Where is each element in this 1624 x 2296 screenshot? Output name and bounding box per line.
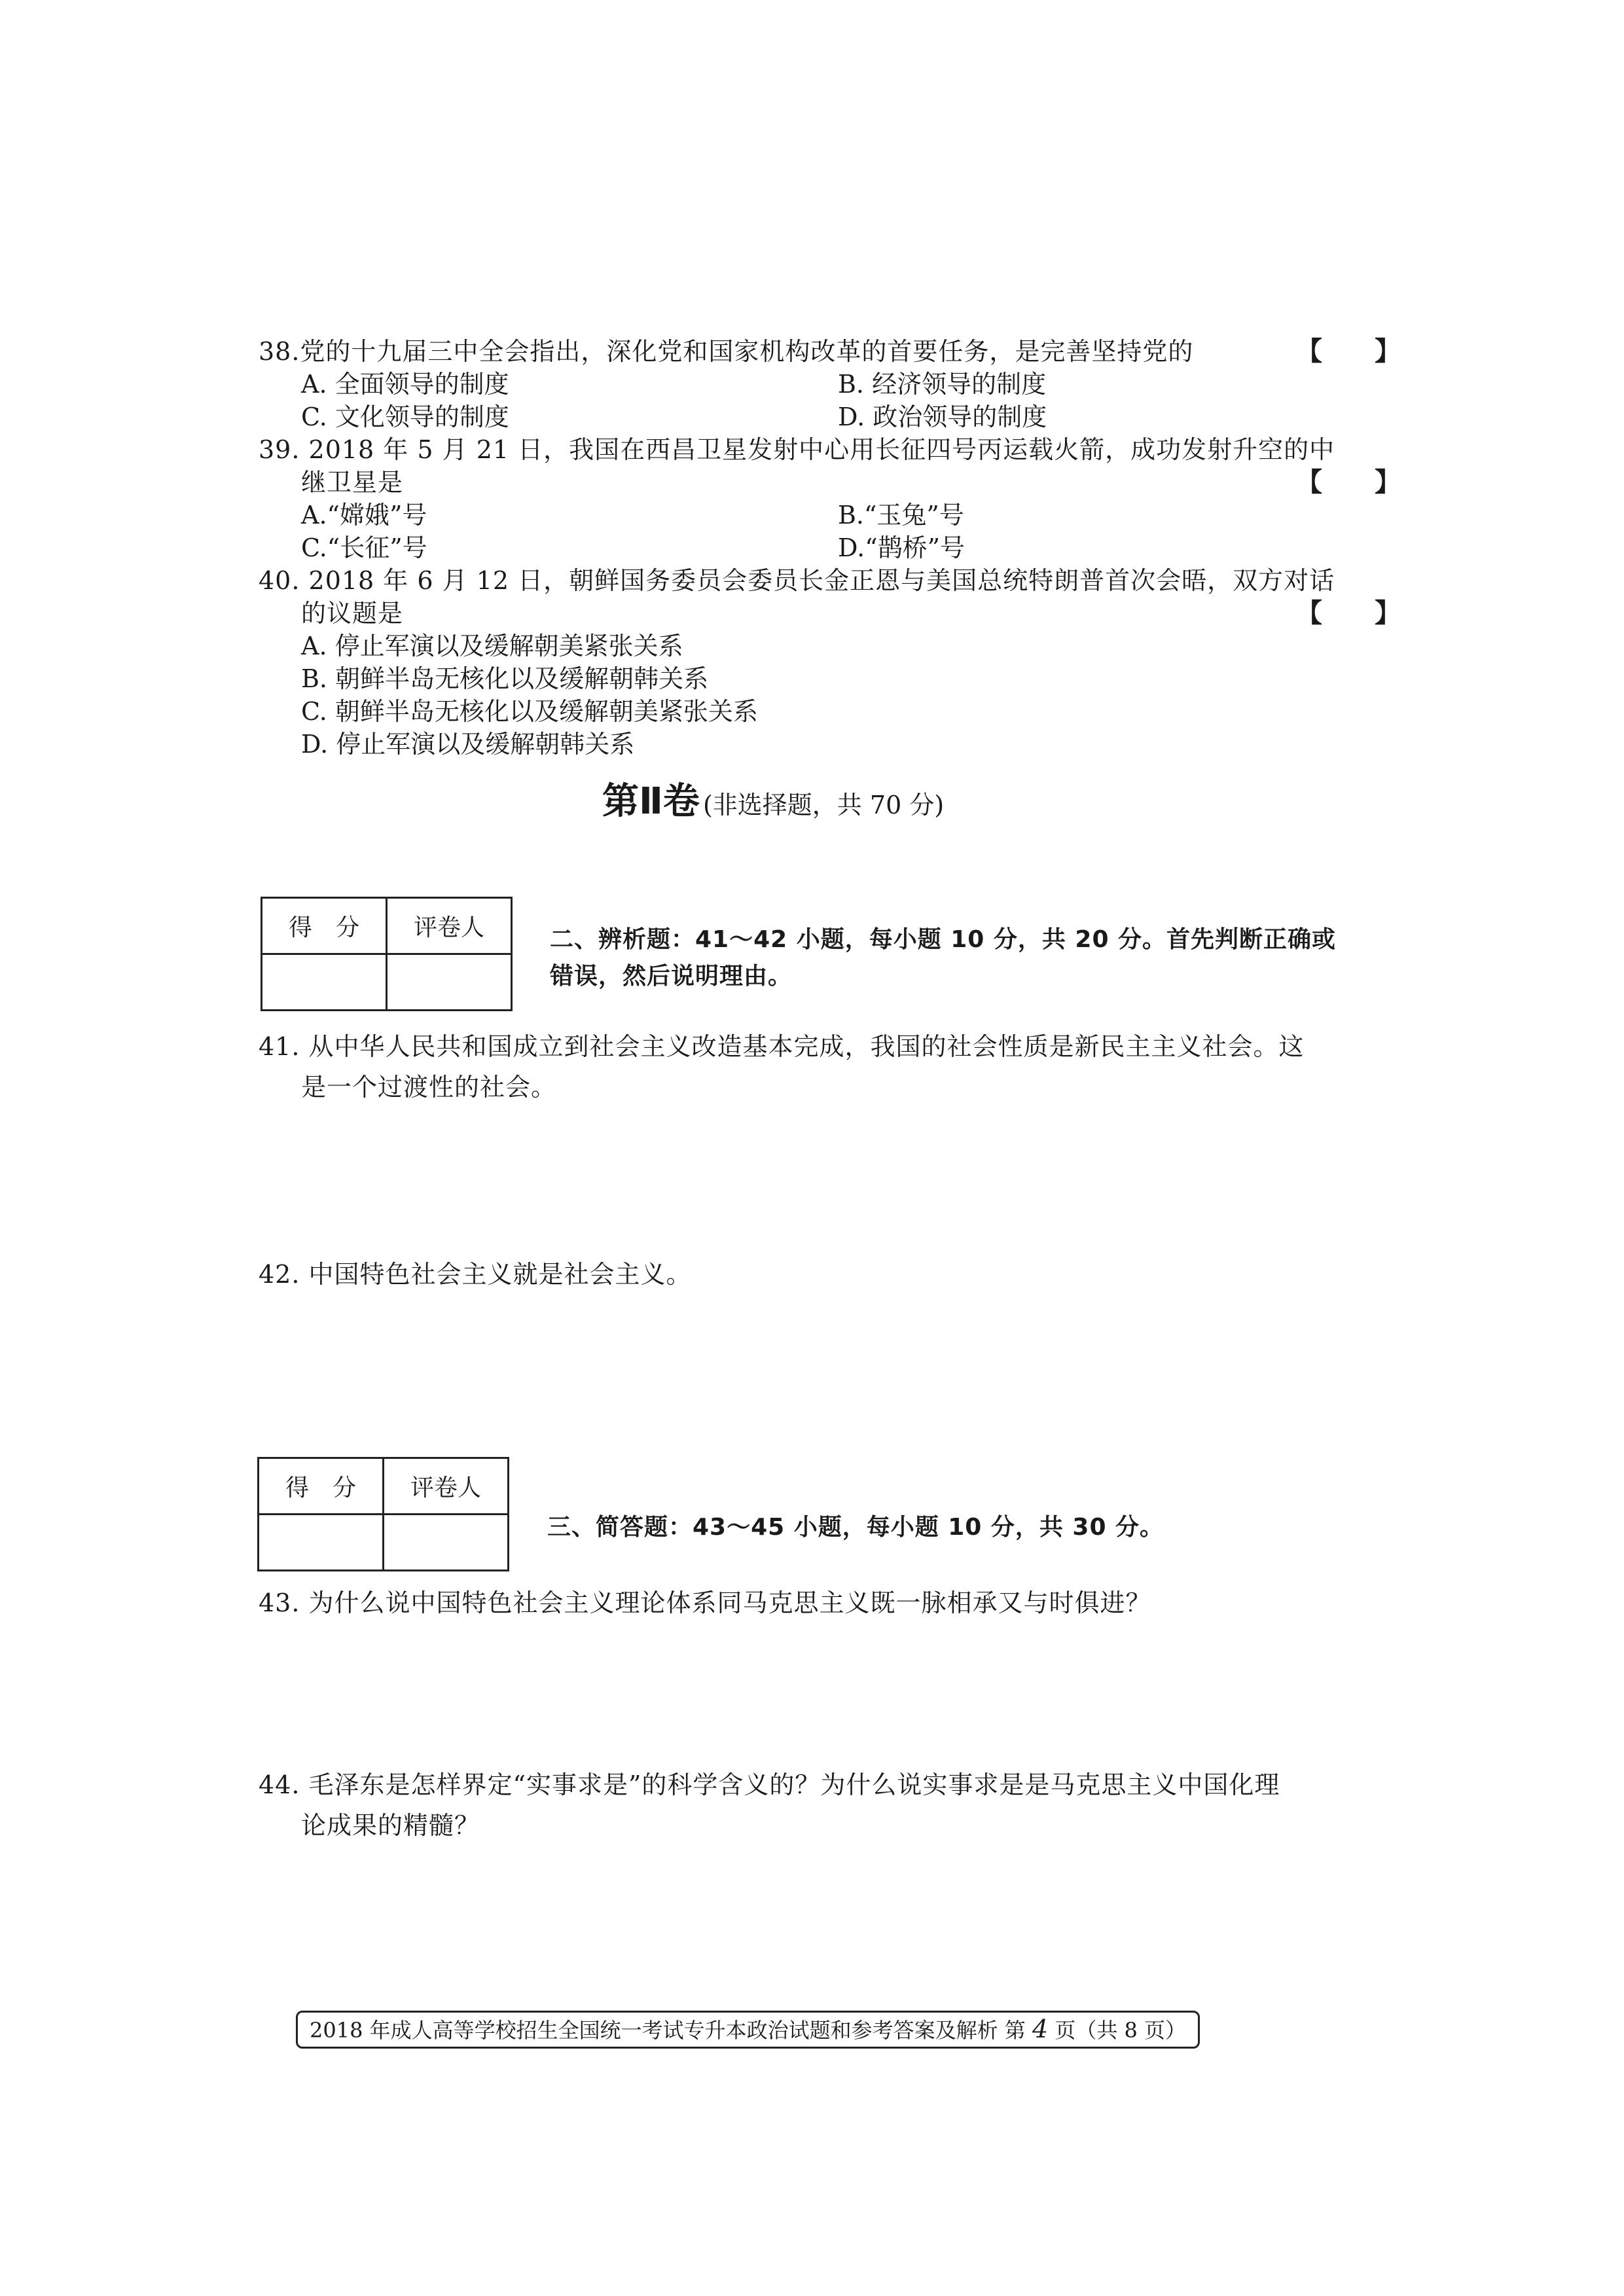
q40-option-c[interactable]: C. 朝鲜半岛无核化以及缓解朝美紧张关系 bbox=[301, 697, 758, 726]
q40-option-b[interactable]: B. 朝鲜半岛无核化以及缓解朝韩关系 bbox=[301, 664, 709, 693]
volume-title: 第Ⅱ卷 bbox=[602, 780, 700, 823]
q39-option-a[interactable]: A.“嫦娥”号 bbox=[301, 501, 427, 529]
score-header: 得 分 bbox=[262, 898, 387, 954]
q41-line1: 41. 从中华人民共和国成立到社会主义改造基本完成，我国的社会性质是新民主主义社会。这 bbox=[259, 1032, 1305, 1061]
score-cell[interactable] bbox=[259, 1515, 384, 1571]
q39-stem-line2: 继卫星是 bbox=[301, 468, 404, 497]
grader-cell[interactable] bbox=[384, 1515, 509, 1571]
footer-page-number: 4 bbox=[1032, 2015, 1049, 2043]
q39-answer-bracket[interactable]: 【 】 bbox=[1296, 467, 1401, 497]
score-cell[interactable] bbox=[262, 954, 387, 1011]
score-header: 得 分 bbox=[259, 1458, 384, 1515]
q38-option-c[interactable]: C. 文化领导的制度 bbox=[301, 403, 509, 431]
grader-header: 评卷人 bbox=[387, 898, 512, 954]
q44-line1: 44. 毛泽东是怎样界定“实事求是”的科学含义的？为什么说实事求是是马克思主义中国化理 bbox=[259, 1770, 1280, 1799]
q38-option-d[interactable]: D. 政治领导的制度 bbox=[838, 403, 1047, 431]
q39-stem-line1: 39. 2018 年 5 月 21 日，我国在西昌卫星发射中心用长征四号丙运载火箭，成功发射升空的中 bbox=[259, 435, 1335, 464]
q40-stem-line2: 的议题是 bbox=[301, 599, 404, 628]
q39-option-d[interactable]: D.“鹊桥”号 bbox=[838, 533, 965, 562]
volume-subtitle: (非选择题，共 70 分) bbox=[702, 791, 945, 819]
q42-text: 42. 中国特色社会主义就是社会主义。 bbox=[259, 1260, 692, 1289]
section2-heading-line2: 错误，然后说明理由。 bbox=[550, 963, 793, 990]
section3-heading: 三、简答题：43～45 小题，每小题 10 分，共 30 分。 bbox=[547, 1514, 1164, 1541]
q38-option-a[interactable]: A. 全面领导的制度 bbox=[301, 370, 509, 399]
score-table-section3 bbox=[257, 1457, 509, 1571]
q44-line2: 论成果的精髓？ bbox=[301, 1811, 480, 1840]
q40-option-a[interactable]: A. 停止军演以及缓解朝美紧张关系 bbox=[301, 632, 683, 660]
q39-option-b[interactable]: B.“玉兔”号 bbox=[838, 501, 964, 529]
q40-stem-line1: 40. 2018 年 6 月 12 日，朝鲜国务委员会委员长金正恩与美国总统特朗普首次会晤，双方对话 bbox=[259, 566, 1335, 595]
grader-header: 评卷人 bbox=[384, 1458, 509, 1515]
q38-option-b[interactable]: B. 经济领导的制度 bbox=[838, 370, 1047, 399]
volume-heading bbox=[602, 772, 944, 825]
q38-stem: 38.党的十九届三中全会指出，深化党和国家机构改革的首要任务，是完善坚持党的 bbox=[259, 337, 1194, 366]
footer-page-prefix: 第 bbox=[1004, 2018, 1026, 2043]
q38-answer-bracket[interactable]: 【 】 bbox=[1296, 336, 1401, 367]
grader-cell[interactable] bbox=[387, 954, 512, 1011]
q39-option-c[interactable]: C.“长征”号 bbox=[301, 533, 427, 562]
section2-heading-line1: 二、辨析题：41～42 小题，每小题 10 分，共 20 分。首先判断正确或 bbox=[550, 926, 1337, 953]
q43-text: 43. 为什么说中国特色社会主义理论体系同马克思主义既一脉相承又与时俱进？ bbox=[259, 1588, 1151, 1617]
footer-page-suffix: 页（共 8 页） bbox=[1055, 2018, 1187, 2043]
q40-answer-bracket[interactable]: 【 】 bbox=[1296, 598, 1401, 628]
page-footer bbox=[296, 2011, 1200, 2049]
q41-line2: 是一个过渡性的社会。 bbox=[301, 1073, 557, 1102]
q40-option-d[interactable]: D. 停止军演以及缓解朝韩关系 bbox=[301, 730, 635, 759]
score-table-section2 bbox=[261, 897, 513, 1011]
footer-title: 2018 年成人高等学校招生全国统一考试专升本政治试题和参考答案及解析 bbox=[310, 2018, 998, 2043]
